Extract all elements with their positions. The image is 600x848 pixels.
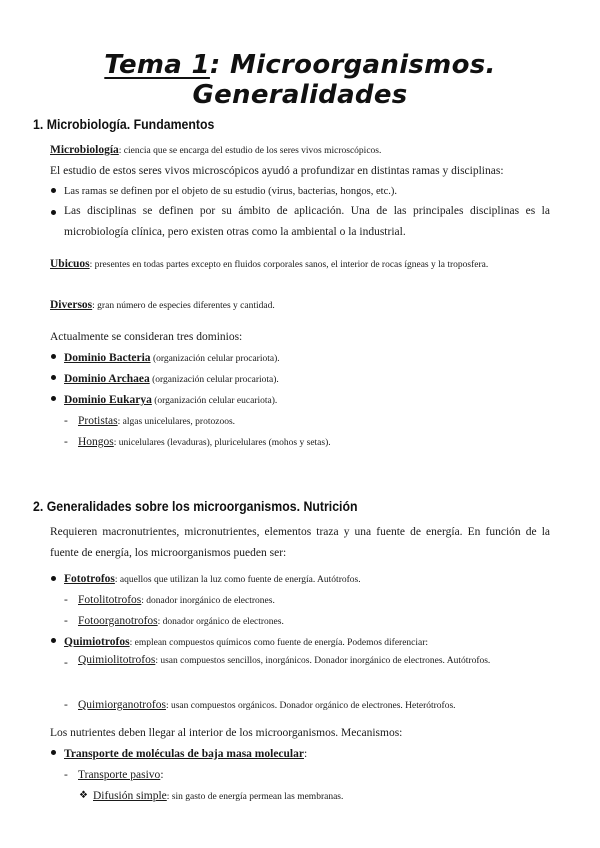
dominio-bacteria-item	[64, 351, 280, 366]
quimiotrofos-term: Quimiotrofos	[64, 636, 130, 648]
nutrientes-intro: Los nutrientes deben llegar al interior de los microorganismos. Mecanismos:	[50, 727, 403, 739]
diversos-def-text: : gran número de especies diferentes y cantidad.	[92, 301, 275, 311]
quimiolitotrofos-desc: : usan compuestos sencillos, inorgánicos. Donador inorgánico de electrones. Autótrofos.	[155, 656, 491, 666]
dominio-bacteria-term: Dominio Bacteria	[64, 352, 151, 364]
fotoorganotrofos-item	[78, 614, 284, 629]
dominios-intro: Actualmente se consideran tres dominios:	[50, 331, 243, 343]
page-title	[0, 50, 600, 110]
hongos-term: Hongos	[78, 436, 114, 448]
dominio-bacteria-desc: (organización celular procariota).	[150, 354, 280, 364]
dash-marker: -	[64, 436, 68, 448]
protistas-desc: : algas unicelulares, protozoos.	[117, 417, 236, 427]
dominio-eukarya-desc: (organización celular eucariota).	[151, 396, 278, 406]
difusion-simple-item	[93, 789, 343, 804]
fototrofos-item	[64, 572, 361, 587]
transporte-baja-term: Transporte de moléculas de baja masa molecular	[64, 748, 304, 760]
fotolitotrofos-desc: : donador inorgánico de electrones.	[141, 596, 275, 606]
dash-marker: -	[64, 615, 68, 627]
fototrofos-term: Fototrofos	[64, 573, 115, 585]
quimiotrofos-item	[64, 635, 428, 650]
quimiolitotrofos-item	[78, 650, 550, 672]
transporte-pasivo-term: Transporte pasivo	[78, 769, 161, 781]
title-prefix: Tema 1	[104, 50, 210, 80]
bullet-dot	[51, 638, 56, 643]
section-2-heading: 2. Generalidades sobre los microorganismos. Nutrición	[33, 498, 358, 514]
dash-marker: -	[64, 657, 68, 669]
transporte-pasivo-item	[78, 768, 164, 782]
dominio-eukarya-item	[64, 393, 277, 408]
fototrofos-desc: : aquellos que utilizan la luz como fuente de energía. Autótrofos.	[114, 575, 361, 585]
section-1-intro: El estudio de estos seres vivos microscópicos ayudó a profundizar en distintas ramas y disciplinas:	[50, 165, 504, 177]
transporte-baja-colon: :	[303, 748, 308, 760]
fotolitotrofos-item	[78, 593, 275, 608]
bullet-dot	[51, 188, 56, 193]
dominio-archaea-term: Dominio Archaea	[64, 373, 150, 385]
diversos-term: Diversos	[50, 299, 93, 311]
dash-marker: -	[64, 415, 68, 427]
microbiologia-def-text: : ciencia que se encarga del estudio de los seres vivos microscópicos.	[118, 146, 382, 156]
quimiorganotrofos-item	[78, 698, 456, 713]
bullet-dot	[51, 375, 56, 380]
bullet-disciplinas: Las disciplinas se definen por su ámbito de aplicación. Una de las principales disciplinas es la microbiología clínica, pero existen otras como la ambiental o la industrial.	[64, 205, 550, 238]
hongos-item	[78, 435, 331, 450]
dominio-eukarya-term: Dominio Eukarya	[64, 394, 152, 406]
fotoorganotrofos-term: Fotoorganotrofos	[78, 615, 158, 627]
difusion-simple-desc: : sin gasto de energía permean las membranas.	[166, 792, 344, 802]
transporte-pasivo-colon: :	[160, 769, 164, 781]
microbiologia-definition	[50, 143, 381, 158]
difusion-simple-term: Difusión simple	[93, 790, 167, 802]
section-1-heading: 1. Microbiología. Fundamentos	[33, 116, 215, 132]
bullet-dot	[51, 210, 56, 215]
bullet-dot	[51, 396, 56, 401]
bullet-ramas: Las ramas se definen por el objeto de su estudio (virus, bacterias, hongos, etc.).	[64, 186, 397, 197]
dash-marker: -	[64, 594, 68, 606]
section-2-intro: Requieren macronutrientes, micronutrientes, elementos traza y una fuente de energía. En función de la fuente de energía, los microorganismos pueden ser:	[50, 526, 550, 559]
quimiorganotrofos-desc: : usan compuestos orgánicos. Donador orgánico de electrones. Heterótrofos.	[165, 701, 456, 711]
hongos-desc: : unicelulares (levaduras), pluricelulares (mohos y setas).	[113, 438, 331, 448]
quimiotrofos-desc: : emplean compuestos químicos como fuente de energía. Podemos diferenciar:	[129, 638, 429, 648]
fotolitotrofos-term: Fotolitotrofos	[78, 594, 142, 606]
ubicuos-definition	[50, 254, 550, 276]
dash-marker: -	[64, 769, 68, 781]
title-rest: : Microorganismos. Generalidades	[192, 50, 496, 110]
diversos-definition	[50, 298, 275, 313]
ubicuos-def-text: : presentes en todas partes excepto en fluidos corporales sanos, el interior de rocas ígneas y la troposfera.	[89, 260, 489, 270]
quimiorganotrofos-term: Quimiorganotrofos	[78, 699, 166, 711]
ubicuos-term: Ubicuos	[50, 258, 90, 270]
dominio-archaea-item	[64, 372, 279, 387]
dominio-archaea-desc: (organización celular procariota).	[149, 375, 279, 385]
protistas-item	[78, 414, 235, 429]
bullet-dot	[51, 576, 56, 581]
bullet-dot	[51, 750, 56, 755]
microbiologia-term: Microbiología	[50, 144, 119, 156]
protistas-term: Protistas	[78, 415, 118, 427]
fotoorganotrofos-desc: : donador orgánico de electrones.	[157, 617, 284, 627]
bullet-dot	[51, 354, 56, 359]
transporte-baja-item	[64, 747, 307, 761]
dash-marker: -	[64, 699, 68, 711]
quimiolitotrofos-term: Quimiolitotrofos	[78, 654, 156, 666]
diamond-bullet-icon: ❖	[79, 790, 88, 801]
